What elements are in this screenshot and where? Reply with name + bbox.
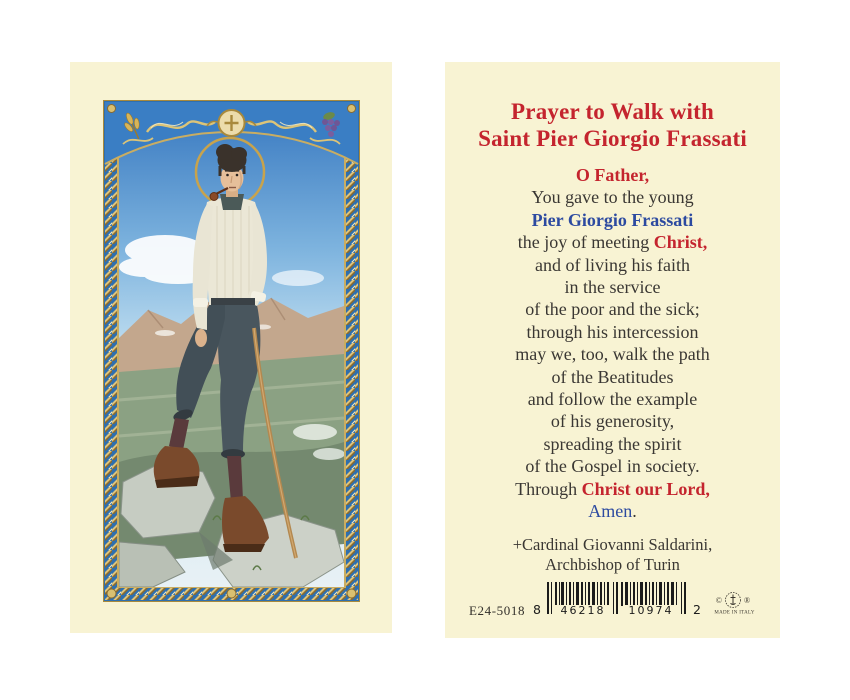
copyright-symbol: © [715,595,722,605]
barcode-left-group: 46218 [555,605,611,617]
publisher-logo-icon [724,591,742,609]
prayer-line: in the service [564,277,661,298]
prayer-line: O Father, [575,165,650,185]
attribution-line1: +Cardinal Giovanni Saldarini, [512,534,713,554]
prayer-line: of the Gospel in society. [525,456,700,477]
prayer-title-line1: Prayer to Walk with [511,99,714,124]
prayer-title [445,62,780,152]
prayer-line: and of living his faith [535,254,690,275]
item-code: E24-5018 [469,603,526,618]
prayer-line: Pier Giorgio Frassati [531,209,694,230]
prayer-line: may we, too, walk the path [515,344,710,365]
footer-row [445,577,780,632]
prayer-line: the joy of meeting Christ, [517,232,708,253]
prayer-line: You gave to the young [531,187,694,208]
prayer-line: Through Christ our Lord, [515,478,710,499]
made-in-label: MADE IN ITALY [714,609,755,615]
prayer-line: of the Beatitudes [551,366,674,387]
prayer-text [445,164,780,523]
barcode-first-digit: 8 [533,602,541,617]
prayer-line: of the poor and the sick; [525,299,700,320]
holy-card-front [70,62,392,633]
prayer-line: through his intercession [526,321,699,342]
barcode [533,582,701,618]
prayer-line: spreading the spirit [543,433,682,454]
barcode-last-digit: 2 [693,602,701,617]
mountain-scene [119,116,345,587]
prayer-line: Amen. [588,501,637,522]
holy-card-back [445,62,780,638]
attribution [445,535,780,575]
publisher-emblem [703,591,763,618]
prayer-line: of his generosity, [550,411,675,432]
barcode-right-group: 10974 [623,605,679,617]
front-artwork [103,100,360,602]
registered-symbol: ® [744,595,751,605]
prayer-title-line2: Saint Pier Giorgio Frassati [478,126,747,151]
attribution-line2: Archbishop of Turin [545,554,680,574]
prayer-line: and follow the example [527,389,698,410]
